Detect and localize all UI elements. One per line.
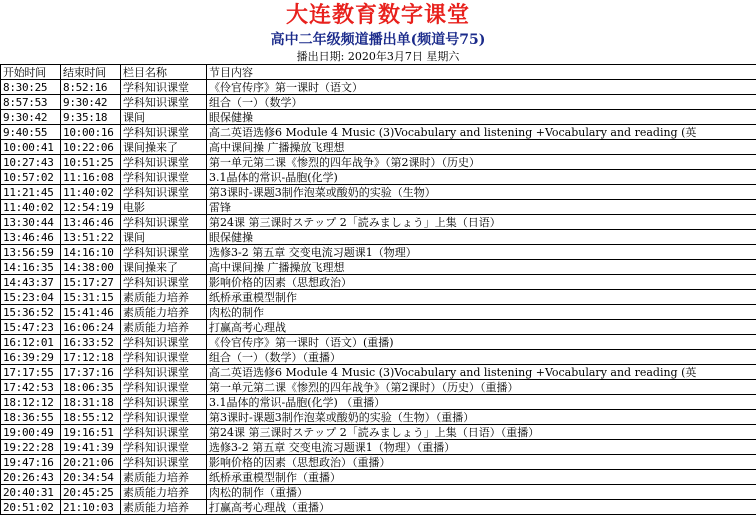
cell-content: 《伶官传序》第一课时（语文）(重播) xyxy=(207,335,756,350)
cell-content: 第24课 第三课时ステップ 2「読みましょう」上集（日语） xyxy=(207,215,756,230)
cell-end-time: 11:16:08 xyxy=(61,170,121,185)
cell-end-time: 13:46:46 xyxy=(61,215,121,230)
cell-program-name: 学科知识课堂 xyxy=(121,365,207,380)
cell-content: 组合（一）（数学）（重播） xyxy=(207,350,756,365)
cell-end-time: 17:37:16 xyxy=(61,365,121,380)
cell-content: 3.1晶体的常识-晶胞(化学) （重播） xyxy=(207,395,756,410)
cell-program-name: 课间 xyxy=(121,230,207,245)
table-row xyxy=(1,470,756,485)
cell-end-time: 10:00:16 xyxy=(61,125,121,140)
column-header-start: 开始时间 xyxy=(1,65,61,80)
cell-start-time: 14:43:37 xyxy=(1,275,61,290)
cell-start-time: 10:57:02 xyxy=(1,170,61,185)
cell-content: 选修3-2 第五章 交变电流习题课1（物理）（重播） xyxy=(207,440,756,455)
cell-start-time: 13:46:46 xyxy=(1,230,61,245)
page-title: 大连教育数字课堂 xyxy=(285,2,470,28)
cell-program-name: 素质能力培养 xyxy=(121,485,207,500)
table-header-row xyxy=(1,65,756,80)
table-row xyxy=(1,170,756,185)
cell-end-time: 19:16:51 xyxy=(61,425,121,440)
cell-end-time: 16:33:52 xyxy=(61,335,121,350)
cell-content: 高中课间操 广播操放飞理想 xyxy=(207,260,756,275)
cell-content: 纸桥承重模型制作（重播） xyxy=(207,470,756,485)
table-row xyxy=(1,260,756,275)
table-row xyxy=(1,425,756,440)
cell-start-time: 19:00:49 xyxy=(1,425,61,440)
cell-content: 眼保健操 xyxy=(207,110,756,125)
cell-content: 纸桥承重模型制作 xyxy=(207,290,756,305)
cell-content: 《伶官传序》第一课时（语文） xyxy=(207,80,756,95)
table-row xyxy=(1,200,756,215)
cell-end-time: 11:40:02 xyxy=(61,185,121,200)
cell-program-name: 学科知识课堂 xyxy=(121,410,207,425)
cell-start-time: 9:30:42 xyxy=(1,110,61,125)
broadcast-date: 播出日期: 2020年3月7日 星期六 xyxy=(296,50,460,63)
table-row xyxy=(1,215,756,230)
cell-start-time: 15:47:23 xyxy=(1,320,61,335)
cell-program-name: 素质能力培养 xyxy=(121,290,207,305)
table-row xyxy=(1,485,756,500)
cell-end-time: 9:30:42 xyxy=(61,95,121,110)
cell-content: 高二英语选修6 Module 4 Music (3)Vocabulary and listening +Vocabulary and reading (英 xyxy=(207,125,756,140)
cell-program-name: 素质能力培养 xyxy=(121,320,207,335)
cell-content: 高中课间操 广播操放飞理想 xyxy=(207,140,756,155)
cell-content: 第一单元第二课《惨烈的四年战争》（第2课时）（历史）（重播） xyxy=(207,380,756,395)
cell-program-name: 课间操来了 xyxy=(121,260,207,275)
cell-end-time: 18:06:35 xyxy=(61,380,121,395)
cell-start-time: 13:56:59 xyxy=(1,245,61,260)
table-row xyxy=(1,395,756,410)
cell-end-time: 15:17:27 xyxy=(61,275,121,290)
cell-program-name: 学科知识课堂 xyxy=(121,95,207,110)
cell-content: 影响价格的因素（思想政治） xyxy=(207,275,756,290)
table-row xyxy=(1,290,756,305)
cell-program-name: 学科知识课堂 xyxy=(121,155,207,170)
cell-start-time: 20:40:31 xyxy=(1,485,61,500)
cell-start-time: 16:39:29 xyxy=(1,350,61,365)
cell-program-name: 学科知识课堂 xyxy=(121,275,207,290)
cell-end-time: 14:38:00 xyxy=(61,260,121,275)
cell-end-time: 9:35:18 xyxy=(61,110,121,125)
cell-start-time: 17:17:55 xyxy=(1,365,61,380)
table-row xyxy=(1,80,756,95)
cell-content: 组合（一）（数学） xyxy=(207,95,756,110)
cell-start-time: 20:51:02 xyxy=(1,500,61,515)
table-row xyxy=(1,245,756,260)
cell-program-name: 学科知识课堂 xyxy=(121,215,207,230)
cell-start-time: 8:57:53 xyxy=(1,95,61,110)
cell-content: 雷锋 xyxy=(207,200,756,215)
cell-program-name: 学科知识课堂 xyxy=(121,455,207,470)
cell-end-time: 10:22:06 xyxy=(61,140,121,155)
table-row xyxy=(1,140,756,155)
cell-start-time: 10:00:41 xyxy=(1,140,61,155)
cell-start-time: 18:12:12 xyxy=(1,395,61,410)
table-row xyxy=(1,305,756,320)
table-row xyxy=(1,155,756,170)
table-row xyxy=(1,185,756,200)
cell-content: 高二英语选修6 Module 4 Music (3)Vocabulary and listening +Vocabulary and reading (英 xyxy=(207,365,756,380)
cell-program-name: 学科知识课堂 xyxy=(121,245,207,260)
cell-program-name: 学科知识课堂 xyxy=(121,80,207,95)
channel-subtitle: 高中二年级频道播出单(频道号75) xyxy=(270,32,486,48)
cell-start-time: 15:36:52 xyxy=(1,305,61,320)
cell-content: 肉松的制作（重播） xyxy=(207,485,756,500)
table-row xyxy=(1,350,756,365)
cell-end-time: 19:41:39 xyxy=(61,440,121,455)
cell-content: 选修3-2 第五章 交变电流习题课1（物理） xyxy=(207,245,756,260)
cell-end-time: 15:31:15 xyxy=(61,290,121,305)
cell-start-time: 11:21:45 xyxy=(1,185,61,200)
column-header-program: 栏目名称 xyxy=(121,65,207,80)
table-row xyxy=(1,335,756,350)
cell-start-time: 15:23:04 xyxy=(1,290,61,305)
cell-end-time: 15:41:46 xyxy=(61,305,121,320)
cell-start-time: 9:40:55 xyxy=(1,125,61,140)
cell-start-time: 10:27:43 xyxy=(1,155,61,170)
cell-start-time: 13:30:44 xyxy=(1,215,61,230)
cell-start-time: 8:30:25 xyxy=(1,80,61,95)
column-header-end: 结束时间 xyxy=(61,65,121,80)
cell-content: 3.1晶体的常识-晶胞(化学) xyxy=(207,170,756,185)
table-row xyxy=(1,95,756,110)
cell-end-time: 8:52:16 xyxy=(61,80,121,95)
cell-end-time: 18:31:18 xyxy=(61,395,121,410)
cell-program-name: 学科知识课堂 xyxy=(121,335,207,350)
cell-end-time: 17:12:18 xyxy=(61,350,121,365)
column-header-content: 节目内容 xyxy=(207,65,756,80)
cell-program-name: 学科知识课堂 xyxy=(121,170,207,185)
cell-program-name: 学科知识课堂 xyxy=(121,425,207,440)
cell-start-time: 11:40:02 xyxy=(1,200,61,215)
cell-start-time: 14:16:35 xyxy=(1,260,61,275)
cell-program-name: 素质能力培养 xyxy=(121,470,207,485)
cell-end-time: 20:45:25 xyxy=(61,485,121,500)
cell-end-time: 21:10:03 xyxy=(61,500,121,515)
cell-program-name: 素质能力培养 xyxy=(121,500,207,515)
cell-end-time: 10:51:25 xyxy=(61,155,121,170)
cell-start-time: 19:47:16 xyxy=(1,455,61,470)
cell-content: 第3课时-课题3制作泡菜或酸奶的实验（生物）（重播） xyxy=(207,410,756,425)
cell-start-time: 20:26:43 xyxy=(1,470,61,485)
cell-end-time: 16:06:24 xyxy=(61,320,121,335)
table-row xyxy=(1,500,756,515)
cell-content: 肉松的制作 xyxy=(207,305,756,320)
table-row xyxy=(1,380,756,395)
cell-program-name: 学科知识课堂 xyxy=(121,380,207,395)
cell-content: 眼保健操 xyxy=(207,230,756,245)
cell-content: 影响价格的因素（思想政治）（重播） xyxy=(207,455,756,470)
cell-program-name: 学科知识课堂 xyxy=(121,350,207,365)
table-row xyxy=(1,365,756,380)
cell-content: 打赢高考心理战（重播） xyxy=(207,500,756,515)
cell-program-name: 学科知识课堂 xyxy=(121,185,207,200)
schedule-table xyxy=(0,64,756,515)
cell-content: 第24课 第三课时ステップ 2「読みましょう」上集（日语）（重播） xyxy=(207,425,756,440)
cell-start-time: 19:22:28 xyxy=(1,440,61,455)
table-row xyxy=(1,110,756,125)
cell-end-time: 13:51:22 xyxy=(61,230,121,245)
cell-program-name: 素质能力培养 xyxy=(121,305,207,320)
cell-end-time: 20:34:54 xyxy=(61,470,121,485)
cell-end-time: 18:55:12 xyxy=(61,410,121,425)
cell-program-name: 学科知识课堂 xyxy=(121,125,207,140)
table-row xyxy=(1,230,756,245)
cell-end-time: 12:54:19 xyxy=(61,200,121,215)
table-row xyxy=(1,320,756,335)
cell-program-name: 学科知识课堂 xyxy=(121,440,207,455)
cell-program-name: 电影 xyxy=(121,200,207,215)
cell-program-name: 学科知识课堂 xyxy=(121,395,207,410)
cell-content: 打赢高考心理战 xyxy=(207,320,756,335)
cell-start-time: 16:12:01 xyxy=(1,335,61,350)
cell-program-name: 课间 xyxy=(121,110,207,125)
cell-content: 第一单元第二课《惨烈的四年战争》（第2课时）（历史） xyxy=(207,155,756,170)
table-row xyxy=(1,440,756,455)
cell-content: 第3课时-课题3制作泡菜或酸奶的实验（生物） xyxy=(207,185,756,200)
cell-start-time: 17:42:53 xyxy=(1,380,61,395)
table-row xyxy=(1,125,756,140)
table-row xyxy=(1,275,756,290)
table-row xyxy=(1,410,756,425)
table-row xyxy=(1,455,756,470)
cell-program-name: 课间操来了 xyxy=(121,140,207,155)
cell-end-time: 20:21:06 xyxy=(61,455,121,470)
cell-start-time: 18:36:55 xyxy=(1,410,61,425)
cell-end-time: 14:16:10 xyxy=(61,245,121,260)
